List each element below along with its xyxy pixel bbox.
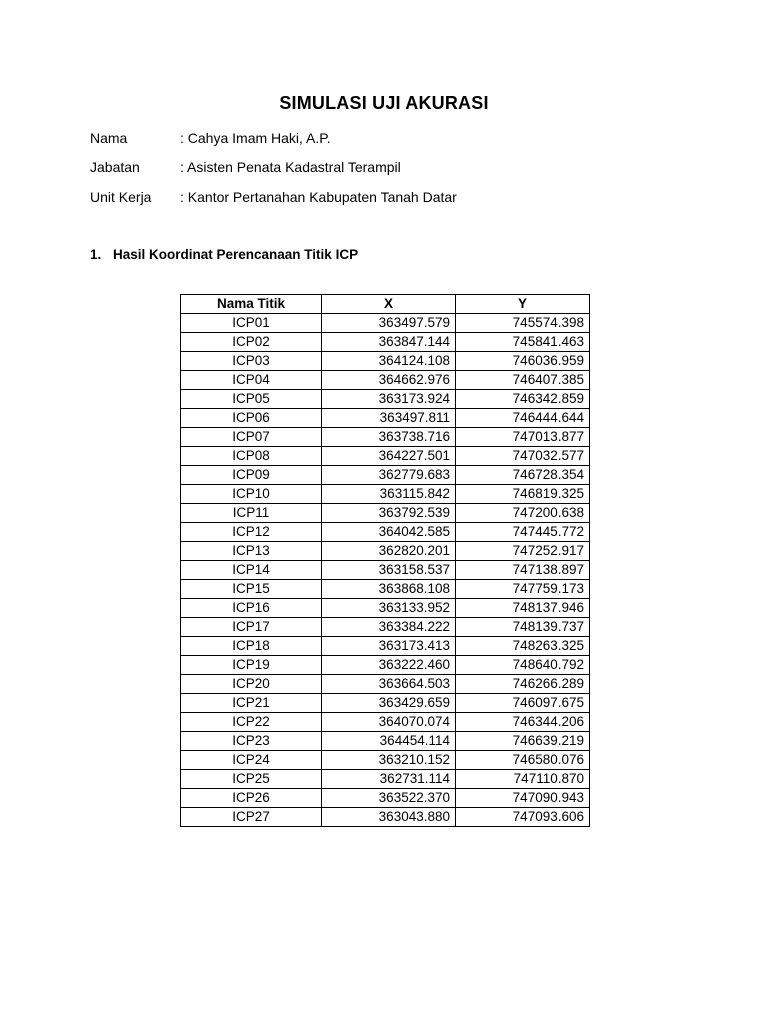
- cell-x: 364070.074: [322, 713, 456, 732]
- cell-y: 746342.859: [456, 390, 590, 409]
- cell-nama-titik: ICP17: [181, 618, 322, 637]
- table-row: [181, 371, 590, 390]
- cell-x: 363792.539: [322, 504, 456, 523]
- column-header-nama-titik: Nama Titik: [181, 295, 322, 314]
- info-row-unit-kerja: [90, 187, 457, 207]
- cell-nama-titik: ICP16: [181, 599, 322, 618]
- cell-nama-titik: ICP27: [181, 808, 322, 827]
- info-label: Jabatan: [90, 159, 140, 175]
- cell-x: 363429.659: [322, 694, 456, 713]
- cell-y: 747090.943: [456, 789, 590, 808]
- cell-nama-titik: ICP01: [181, 314, 322, 333]
- cell-x: 363115.842: [322, 485, 456, 504]
- cell-y: 748640.792: [456, 656, 590, 675]
- cell-y: 746728.354: [456, 466, 590, 485]
- info-label: Unit Kerja: [90, 189, 152, 205]
- table-row: [181, 808, 590, 827]
- cell-nama-titik: ICP07: [181, 428, 322, 447]
- cell-y: 746407.385: [456, 371, 590, 390]
- cell-x: 363384.222: [322, 618, 456, 637]
- cell-nama-titik: ICP05: [181, 390, 322, 409]
- table-row: [181, 580, 590, 599]
- cell-x: 364662.976: [322, 371, 456, 390]
- cell-y: 745841.463: [456, 333, 590, 352]
- cell-x: 363173.924: [322, 390, 456, 409]
- cell-y: 747013.877: [456, 428, 590, 447]
- cell-y: 745574.398: [456, 314, 590, 333]
- cell-x: 364454.114: [322, 732, 456, 751]
- cell-y: 746097.675: [456, 694, 590, 713]
- table-row: [181, 675, 590, 694]
- cell-x: 363738.716: [322, 428, 456, 447]
- table-row: [181, 409, 590, 428]
- table-row: [181, 656, 590, 675]
- cell-nama-titik: ICP14: [181, 561, 322, 580]
- cell-x: 363210.152: [322, 751, 456, 770]
- cell-x: 363847.144: [322, 333, 456, 352]
- cell-x: 363497.811: [322, 409, 456, 428]
- table-header-row: [181, 295, 590, 314]
- cell-nama-titik: ICP23: [181, 732, 322, 751]
- info-value: : Asisten Penata Kadastral Terampil: [180, 159, 401, 175]
- cell-x: 364227.501: [322, 447, 456, 466]
- icp-coordinates-table: [180, 294, 590, 827]
- cell-y: 746819.325: [456, 485, 590, 504]
- cell-x: 363497.579: [322, 314, 456, 333]
- cell-nama-titik: ICP25: [181, 770, 322, 789]
- info-label: Nama: [90, 130, 128, 146]
- cell-nama-titik: ICP21: [181, 694, 322, 713]
- section-number: 1.: [90, 247, 102, 262]
- cell-nama-titik: ICP10: [181, 485, 322, 504]
- cell-nama-titik: ICP09: [181, 466, 322, 485]
- cell-nama-titik: ICP22: [181, 713, 322, 732]
- cell-nama-titik: ICP13: [181, 542, 322, 561]
- cell-x: 363522.370: [322, 789, 456, 808]
- cell-nama-titik: ICP04: [181, 371, 322, 390]
- info-row-nama: [90, 128, 331, 148]
- table-row: [181, 751, 590, 770]
- cell-y: 748137.946: [456, 599, 590, 618]
- section-title: Hasil Koordinat Perencanaan Titik ICP: [113, 247, 359, 262]
- cell-x: 363222.460: [322, 656, 456, 675]
- cell-y: 747138.897: [456, 561, 590, 580]
- cell-x: 363158.537: [322, 561, 456, 580]
- cell-nama-titik: ICP03: [181, 352, 322, 371]
- table-row: [181, 789, 590, 808]
- table-row: [181, 713, 590, 732]
- table-row: [181, 485, 590, 504]
- table-row: [181, 694, 590, 713]
- table-row: [181, 504, 590, 523]
- cell-y: 747759.173: [456, 580, 590, 599]
- column-header-y: Y: [456, 295, 590, 314]
- cell-y: 747032.577: [456, 447, 590, 466]
- cell-x: 363868.108: [322, 580, 456, 599]
- table-row: [181, 618, 590, 637]
- cell-nama-titik: ICP19: [181, 656, 322, 675]
- cell-y: 748263.325: [456, 637, 590, 656]
- column-header-x: X: [322, 295, 456, 314]
- cell-nama-titik: ICP12: [181, 523, 322, 542]
- table-row: [181, 314, 590, 333]
- table-row: [181, 390, 590, 409]
- cell-x: 364124.108: [322, 352, 456, 371]
- cell-x: 362731.114: [322, 770, 456, 789]
- cell-nama-titik: ICP15: [181, 580, 322, 599]
- cell-nama-titik: ICP24: [181, 751, 322, 770]
- table-body: [181, 314, 590, 827]
- cell-x: 363133.952: [322, 599, 456, 618]
- section-heading: [90, 245, 358, 265]
- cell-y: 747093.606: [456, 808, 590, 827]
- table-row: [181, 770, 590, 789]
- table-row: [181, 637, 590, 656]
- table-row: [181, 523, 590, 542]
- cell-x: 362820.201: [322, 542, 456, 561]
- document-title: SIMULASI UJI AKURASI: [279, 93, 489, 113]
- table-row: [181, 466, 590, 485]
- cell-y: 746580.076: [456, 751, 590, 770]
- cell-nama-titik: ICP06: [181, 409, 322, 428]
- cell-y: 747110.870: [456, 770, 590, 789]
- info-value: : Kantor Pertanahan Kabupaten Tanah Datar: [180, 189, 457, 205]
- table-row: [181, 732, 590, 751]
- cell-y: 748139.737: [456, 618, 590, 637]
- cell-y: 746036.959: [456, 352, 590, 371]
- cell-y: 746266.289: [456, 675, 590, 694]
- table-row: [181, 542, 590, 561]
- cell-y: 746444.644: [456, 409, 590, 428]
- cell-nama-titik: ICP02: [181, 333, 322, 352]
- cell-nama-titik: ICP20: [181, 675, 322, 694]
- cell-x: 363664.503: [322, 675, 456, 694]
- cell-x: 363173.413: [322, 637, 456, 656]
- table-row: [181, 352, 590, 371]
- cell-nama-titik: ICP08: [181, 447, 322, 466]
- cell-nama-titik: ICP18: [181, 637, 322, 656]
- cell-x: 364042.585: [322, 523, 456, 542]
- cell-x: 362779.683: [322, 466, 456, 485]
- cell-nama-titik: ICP26: [181, 789, 322, 808]
- cell-y: 747445.772: [456, 523, 590, 542]
- table-row: [181, 333, 590, 352]
- info-value: : Cahya Imam Haki, A.P.: [180, 130, 331, 146]
- cell-y: 746639.219: [456, 732, 590, 751]
- cell-y: 747252.917: [456, 542, 590, 561]
- cell-y: 746344.206: [456, 713, 590, 732]
- cell-x: 363043.880: [322, 808, 456, 827]
- cell-nama-titik: ICP11: [181, 504, 322, 523]
- table-row: [181, 561, 590, 580]
- table-row: [181, 599, 590, 618]
- info-row-jabatan: [90, 157, 401, 177]
- cell-y: 747200.638: [456, 504, 590, 523]
- table-row: [181, 428, 590, 447]
- table-row: [181, 447, 590, 466]
